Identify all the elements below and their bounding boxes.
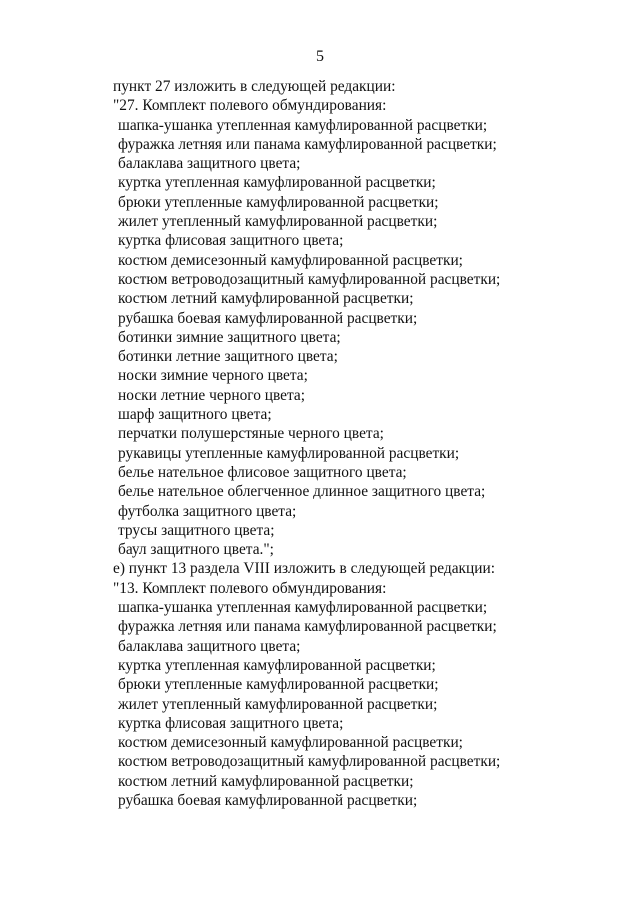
text-line: костюм летний камуфлированной расцветки; — [118, 772, 414, 790]
text-line: балаклава защитного цвета; — [118, 637, 301, 655]
text-line: е) пункт 13 раздела VIII изложить в следующей редакции: — [113, 560, 496, 578]
text-line: фуражка летняя или панама камуфлированной расцветки; — [118, 135, 497, 153]
text-line: брюки утепленные камуфлированной расцветки; — [118, 193, 439, 211]
text-line: носки летние черного цвета; — [118, 386, 306, 404]
text-line: костюм летний камуфлированной расцветки; — [118, 290, 414, 308]
text-line: "27. Комплект полевого обмундирования: — [113, 97, 387, 115]
text-line: костюм ветроводозащитный камуфлированной расцветки; — [118, 753, 501, 771]
document-text — [113, 77, 633, 810]
text-line: рубашка боевая камуфлированной расцветки; — [118, 309, 418, 327]
text-line: трусы защитного цвета; — [118, 521, 275, 539]
text-line: куртка утепленная камуфлированной расцветки; — [118, 656, 436, 674]
text-line: "13. Комплект полевого обмундирования: — [113, 579, 387, 597]
text-line: шарф защитного цвета; — [118, 406, 272, 424]
text-line: куртка флисовая защитного цвета; — [118, 714, 344, 732]
text-line: куртка утепленная камуфлированной расцветки; — [118, 174, 436, 192]
text-line: шапка-ушанка утепленная камуфлированной расцветки; — [118, 599, 488, 617]
text-line: брюки утепленные камуфлированной расцветки; — [118, 676, 439, 694]
text-line: белье нательное облегченное длинное защитного цвета; — [118, 483, 486, 501]
text-line: пункт 27 изложить в следующей редакции: — [113, 78, 396, 95]
text-line: жилет утепленный камуфлированной расцветки; — [118, 213, 438, 231]
text-line: балаклава защитного цвета; — [118, 155, 301, 173]
text-line: фуражка летняя или панама камуфлированной расцветки; — [118, 618, 497, 636]
text-line: рукавицы утепленные камуфлированной расцветки; — [118, 444, 460, 462]
text-line: перчатки полушерстяные черного цвета; — [118, 425, 384, 443]
text-line: белье нательное флисовое защитного цвета; — [118, 463, 407, 481]
text-line: баул защитного цвета."; — [118, 541, 274, 559]
text-line: костюм демисезонный камуфлированной расцветки; — [118, 251, 463, 269]
text-line: рубашка боевая камуфлированной расцветки; — [118, 791, 418, 809]
text-line: носки зимние черного цвета; — [118, 367, 308, 385]
text-line: шапка-ушанка утепленная камуфлированной расцветки; — [118, 116, 488, 134]
text-line: ботинки зимние защитного цвета; — [118, 328, 341, 346]
text-line: куртка флисовая защитного цвета; — [118, 232, 344, 250]
text-line: костюм демисезонный камуфлированной расцветки; — [118, 734, 463, 752]
page-number: 5 — [316, 48, 324, 65]
text-line: костюм ветроводозащитный камуфлированной расцветки; — [118, 270, 501, 288]
text-line: футболка защитного цвета; — [118, 502, 297, 520]
text-line: ботинки летние защитного цвета; — [118, 348, 338, 366]
text-line: жилет утепленный камуфлированной расцветки; — [118, 695, 438, 713]
